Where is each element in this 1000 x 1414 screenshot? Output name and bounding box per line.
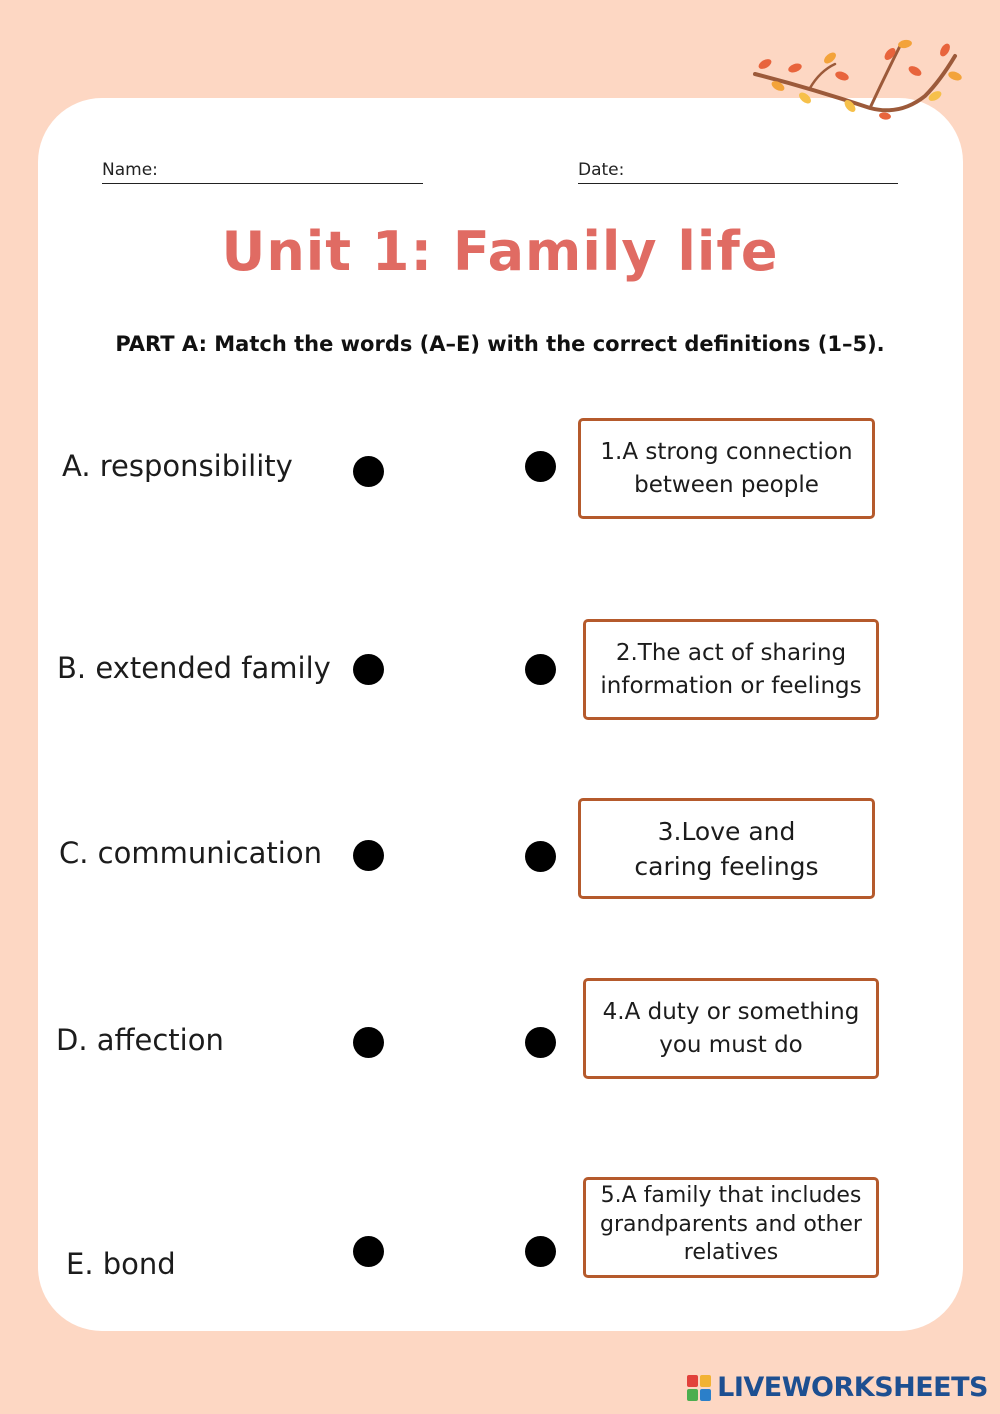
definition-2-text: 2.The act of sharing information or feelings: [600, 640, 862, 699]
definition-1-box: [578, 418, 875, 519]
definition-2-match-dot[interactable]: [525, 654, 556, 685]
definition-2-box: [583, 619, 879, 720]
definition-4-box: [583, 978, 879, 1079]
name-field[interactable]: [102, 158, 423, 184]
date-label: Date:: [578, 160, 625, 180]
word-a-match-dot[interactable]: [353, 456, 384, 487]
definition-4-match-dot[interactable]: [525, 1027, 556, 1058]
liveworksheets-logo: [687, 1371, 988, 1405]
definition-5-match-dot[interactable]: [525, 1236, 556, 1267]
word-e: E. bond: [66, 1247, 176, 1281]
name-label: Name:: [102, 160, 158, 180]
word-c: C. communication: [59, 836, 322, 870]
word-d-match-dot[interactable]: [353, 1027, 384, 1058]
word-e-match-dot[interactable]: [353, 1236, 384, 1267]
word-d: D. affection: [56, 1023, 224, 1057]
word-c-match-dot[interactable]: [353, 840, 384, 871]
definition-4-text: 4.A duty or something you must do: [602, 999, 860, 1058]
worksheet-title: Unit 1: Family life: [221, 220, 779, 283]
word-a: A. responsibility: [62, 449, 293, 483]
instruction-text: PART A: Match the words (A–E) with the correct definitions (1–5).: [115, 332, 885, 356]
autumn-branch-illustration: [750, 36, 965, 126]
definition-3-box: [578, 798, 875, 899]
brand-name: LIVEWORKSHEETS: [717, 1372, 988, 1403]
definition-3-text: 3.Love and caring feelings: [634, 816, 819, 881]
definition-5-box: [583, 1177, 879, 1278]
definition-3-match-dot[interactable]: [525, 841, 556, 872]
definition-1-match-dot[interactable]: [525, 451, 556, 482]
word-b-match-dot[interactable]: [353, 654, 384, 685]
word-b: B. extended family: [57, 651, 331, 685]
definition-1-text: 1.A strong connection between people: [600, 439, 853, 498]
date-field[interactable]: [578, 158, 898, 184]
liveworksheets-icon: [687, 1375, 711, 1401]
definition-5-text: 5.A family that includes grandparents and other relatives: [600, 1183, 862, 1266]
